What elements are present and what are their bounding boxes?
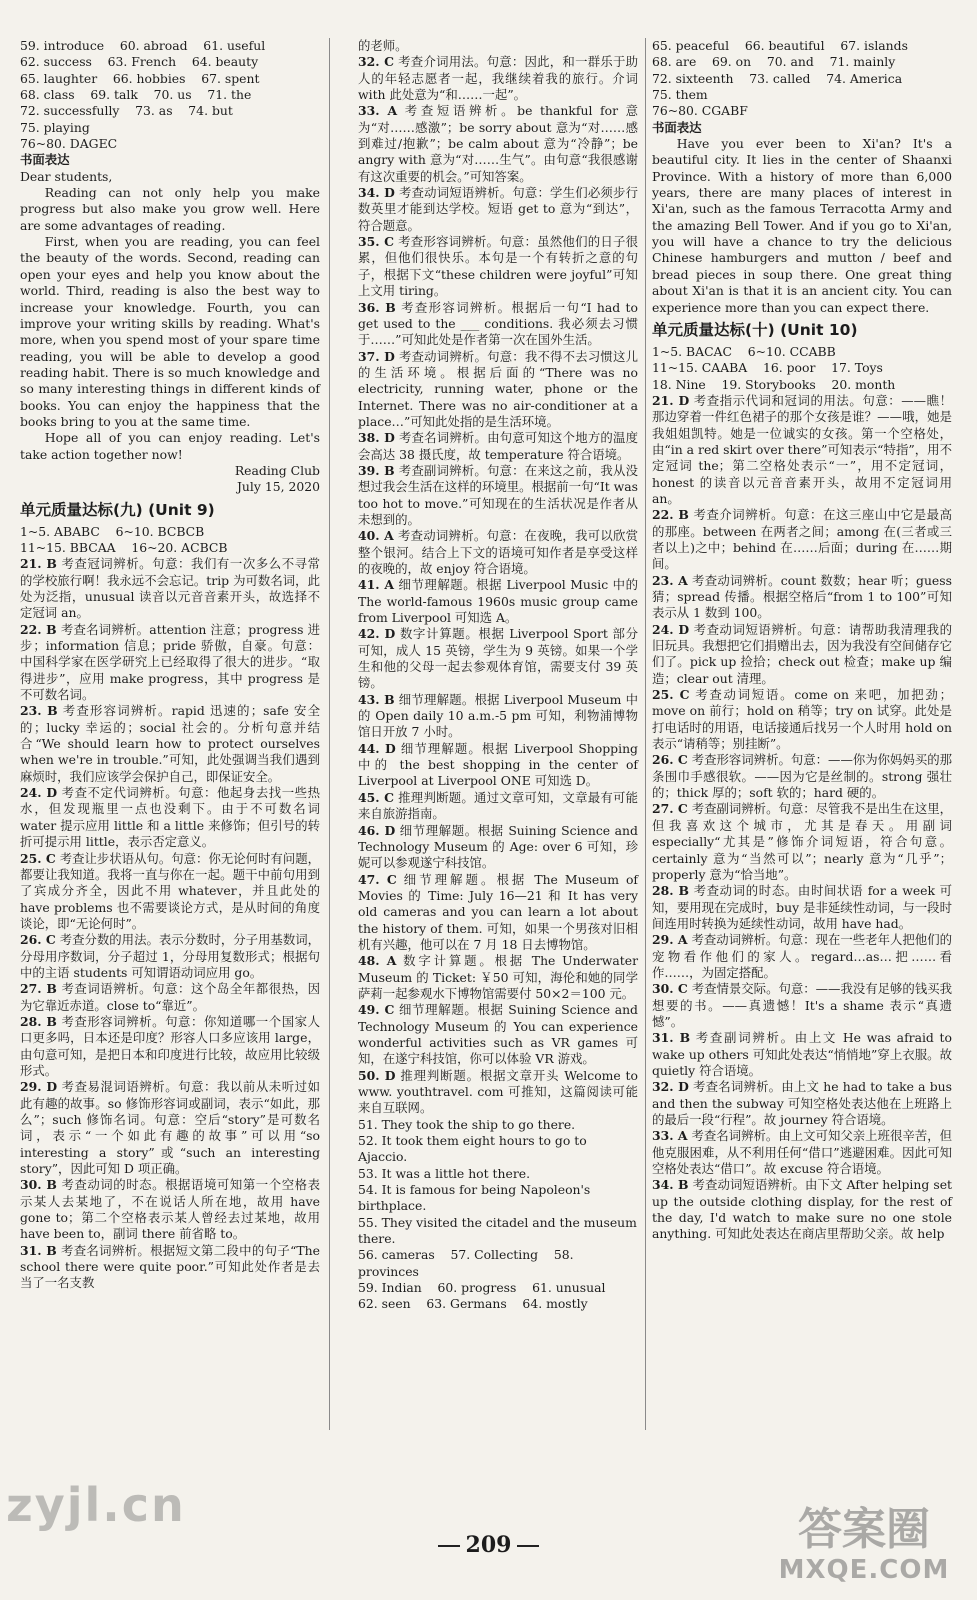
- answer-list: [20, 524, 320, 557]
- explanation-list: [20, 556, 320, 1291]
- question-number: 34. B: [652, 1177, 689, 1193]
- answer-line: 72. successfully 73. as 74. but: [20, 103, 233, 119]
- unit-title: 单元质量达标(十) (Unit 10): [652, 320, 858, 339]
- watermark-left: zyjl.cn: [6, 1478, 186, 1532]
- explanation-text: 考查指示代词和冠词的用法。句意：——瞧！那边穿着一件红色裙子的那个女孩是谁？——哦，她是我姐姐凯特。她是一位诚实的女孩。第一个空格处，由“in a red skirt over there”可知表示“特指”，用不定冠词 the；第二空格处表示“一”，用不定冠词，honest 的读音以元音音素开头，故用不定冠词用 an。: [652, 392, 952, 506]
- explanation-text: 细节理解题。根据 Suining Science and Technology Museum 的 You can experience wonderful activities such as VR games 可知，在遂宁科技馆，你可以体验 VR 游戏。: [358, 1002, 638, 1067]
- answer-line: 62. seen 63. Germans 64. mostly: [358, 1296, 588, 1312]
- explanation-text: 考查情景交际。句意：——我没有足够的钱买我想要的书。——真遗憾！It's a shame 表示“真遗憾”。: [652, 981, 953, 1029]
- explanation-text: 考查分数的用法。表示分数时，分子用基数词，分母用序数词，分子超过 1，分母用复数形式；根据句中的主语 students 可知谓语动词应用 go。: [20, 932, 321, 980]
- answer-line: 75. them: [652, 87, 708, 103]
- question-number: 33. A: [358, 103, 398, 119]
- explanation-text: 考查动词短语辨析。句意：学生们必须步行数英里才能到达学校。短语 get to 意为“到达”，符合题意。: [358, 185, 638, 233]
- explanation-item: [358, 430, 638, 463]
- explanation-item: [652, 981, 952, 1030]
- answer-line: 18. Nine 19. Storybooks 20. month: [652, 376, 896, 392]
- answer-line: 68. are 69. on 70. and 71. mainly: [652, 54, 896, 70]
- question-number: 29. A: [652, 932, 688, 948]
- question-number: 21. B: [20, 556, 57, 572]
- answer-line: 1~5. ABABC 6~10. BCBCB: [20, 523, 205, 539]
- explanation-item: [20, 556, 320, 621]
- explanation-item: [652, 507, 952, 572]
- explanation-text: 考查形容词辨析。句意：你知道哪一个国家人口更多吗，日本还是印度？形容人口多应该用 large，由句意可知，是把日本和印度进行比较，故应用比较级形式。: [20, 1013, 321, 1078]
- explanation-text: 细节理解题。根据 Liverpool Museum 中的 Open daily 10 a.m.-5 pm 可知，利物浦博物馆日开放 7 小时。: [358, 691, 638, 740]
- explanation-text: 考查形容词辨析。句意：——你为你妈妈买的那条围巾手感很软。——因为它是丝制的。strong 强壮的；thick 厚的；soft 软的；hard 硬的。: [652, 752, 953, 801]
- answer-list: [652, 38, 952, 120]
- question-number: 32. C: [358, 54, 394, 70]
- essay-paragraph: First, when you are reading, you can feel the beauty of the words. Second, reading can open your eyes and help you know about the world. Third, reading is also the best way to increase your knowledge. Fourth, you can improve your writing skills by reading. What's more, when you spend most of your spare time reading, you will be able to develop a good reading habit. There is so much knowledge and so many interesting things in different kinds of books. You can enjoy the happiness that the books bring to you at the same time.: [20, 234, 320, 429]
- explanation-text: 考查副词辨析。句意：尽管我不是出生在这里，但我喜欢这个城市，尤其是春天。用副词 especially“尤其是”修饰介词短语，符合句意。certainly 意为“当然可以”；nearly 意为“几乎”；properly 意为“恰当地”。: [652, 801, 953, 882]
- answer-line: 65. peaceful 66. beautiful 67. islands: [652, 38, 908, 53]
- explanation-item: [652, 1030, 952, 1079]
- explanation-item: [20, 981, 320, 1014]
- answer-line: 62. success 63. French 64. beauty: [20, 54, 259, 70]
- explanation-item: [358, 300, 638, 349]
- explanation-text: 考查形容词辨析。句意：虽然他们的日子很累，但他们很快乐。本句是一个有转折之意的句子，根据下文“these children were joyful”可知上文用 tiring。: [358, 234, 638, 299]
- explanation-item: [358, 741, 638, 790]
- writing-title: 书面表达: [20, 152, 70, 168]
- question-number: 37. D: [358, 348, 395, 364]
- answer-line: 55. They visited the citadel and the museum there.: [358, 1214, 641, 1247]
- question-number: 43. B: [358, 691, 395, 707]
- question-number: 24. D: [20, 785, 58, 801]
- explanation-text: 考查名词辨析。由上文 he had to take a bus and then the subway 可知空格处表达他在上班路上的最后一段“行程”。故 journey 符合语境。: [652, 1079, 952, 1127]
- question-number: 34. D: [358, 185, 395, 201]
- explanation-text: 考查动词辨析。句意：现在一些老年人把他们的宠物看作他们的家人。regard…as…把……看作……，为固定搭配。: [652, 932, 953, 980]
- question-number: 45. C: [358, 789, 394, 805]
- explanation-text: 考查名词辨析。根据短文第二段中的句子“The school there were quite poor.”可知此处作者是去当了一名支教: [20, 1242, 320, 1291]
- explanation-text: 考查动词辨析。句意：我不得不去习惯这儿的生活环境。根据后面的“There was no electricity, running water, phone or the Internet. There was no air-conditioner at a place…”可知此处指的是生活环境。: [358, 348, 638, 429]
- question-number: 30. C: [652, 981, 688, 997]
- explanation-text: 考查副词辨析。由上文 He was afraid to wake up others 可知此处表达“悄悄地”穿上衣服。故 quietly 符合语境。: [652, 1030, 952, 1078]
- explanation-text: 考查介词辨析。句意：在这三座山中它是最高的那座。between 在两者之间；among 在(三者或三者以上)之中；behind 在……后面；during 在……期间。: [652, 507, 953, 572]
- explanation-text: 考查介词用法。句意：因此，和一群乐于助人的年轻志愿者一起，我继续着我的旅行。介词 with 此处意为“和……一起”。: [358, 54, 638, 103]
- explanation-item: [20, 851, 320, 933]
- essay: [20, 185, 320, 463]
- explanation-text: 考查动词辨析。句意：在夜晚，我可以欣赏整个银河。结合上下文的语境可知作者是享受这样的夜晚的，故 enjoy 符合语境。: [358, 528, 639, 576]
- explanation-text: 考查词语辨析。句意：这个岛全年都很热，因为它靠近赤道。close to“靠近”。: [20, 981, 321, 1013]
- essay-paragraph: Have you ever been to Xi'an? It's a beautiful city. It lies in the center of Shaanxi Province. With a history of more than 6,000 years, there are many places of interest in Xi'an, such as the famous Terracotta Army and the amazing Bell Tower. And if you go to Xi'an, you will have a chance to try the delicious Chinese hamburgers and mutton / beef and bread pieces in soup there. One great thing about Xi'an is that it is an ancient city. You can experience more than you can expect there.: [652, 136, 952, 315]
- question-number: 22. B: [20, 621, 57, 637]
- explanation-item: [652, 1079, 952, 1128]
- explanation-text: 考查名词辨析。由句意可知这个地方的温度会高达 38 摄氏度，故 temperature 符合语境。: [358, 430, 638, 462]
- explanation-text: 考查不定代词辨析。句意：他起身去找一些热水，但发现瓶里一点也没剩下。由于不可数名词 water 提示应用 little 和 a little 来修饰；但引号的转折可提示用 little，表示否定意义。: [20, 785, 320, 850]
- explanation-item: [20, 932, 320, 981]
- question-number: 42. D: [358, 626, 396, 642]
- explanation-item: [358, 1068, 638, 1117]
- essay-date: July 15, 2020: [236, 479, 320, 495]
- explanation-item: [652, 883, 952, 932]
- question-number: 22. B: [652, 507, 689, 523]
- watermark-site: MXQE.COM: [778, 1555, 950, 1585]
- answer-line: 51. They took the ship to go there.: [358, 1116, 576, 1132]
- column-divider: [329, 38, 330, 1430]
- question-number: 26. C: [652, 752, 688, 768]
- page-number: [0, 1532, 977, 1558]
- answer-line: 76~80. CGABF: [652, 103, 748, 119]
- explanation-item: [358, 185, 638, 234]
- question-number: 36. B: [358, 299, 396, 315]
- answer-line: 11~15. CAABA 16. poor 17. Toys: [652, 360, 883, 376]
- explanation-text: 考查形容词辨析。根据后一句“I had to get used to the ___ conditions. 我必须去习惯于……”可知此处是作者第一次在国外生活。: [358, 299, 638, 348]
- explanation-item: [358, 872, 638, 954]
- explanation-item: [358, 790, 638, 823]
- explanation-text: 推理判断题。根据文章开头 Welcome to www. youthtravel. com 可推知，这篇阅读可能来自互联网。: [358, 1067, 638, 1116]
- answer-list: [20, 38, 320, 152]
- question-number: 49. C: [358, 1002, 395, 1018]
- explanation-item: [20, 703, 320, 785]
- column-divider: [645, 38, 646, 1430]
- answer-line: 68. class 69. talk 70. us 71. the: [20, 87, 252, 103]
- question-number: 28. B: [652, 883, 689, 899]
- explanation-item: [358, 528, 638, 577]
- explanation-item: [652, 1177, 952, 1242]
- question-number: 39. B: [358, 462, 395, 478]
- explanation-text: 考查短语辨析。be thankful for 意为“对……感激”；be sorry about 意为“对……感到难过/抱歉”；be calm about 意为“冷静”；be angry with 意为“对……生气”。由句意“我很感谢有这次重要的机会。”可知答案。: [358, 103, 638, 184]
- explanation-text: 细节理解题。根据 Suining Science and Technology Museum 的 Age: over 6 可知，珍妮可以参观遂宁科技馆。: [358, 822, 638, 871]
- answer-line: 72. sixteenth 73. called 74. America: [652, 70, 903, 86]
- answer-line: 54. It is famous for being Napoleon's birthplace.: [358, 1182, 595, 1214]
- answer-line: 56. cameras 57. Collecting 58. provinces: [358, 1247, 578, 1279]
- question-number: 23. A: [652, 572, 688, 588]
- answer-list: [358, 1116, 641, 1313]
- question-number: 41. A: [358, 577, 395, 593]
- explanation-item: [358, 626, 638, 691]
- essay-signature: Reading Club: [234, 462, 320, 478]
- explanation-item: [20, 785, 320, 850]
- question-number: 31. B: [652, 1030, 691, 1046]
- answer-line: 53. It was a little hot there.: [358, 1165, 531, 1181]
- explanation-text: 考查副词辨析。句意：在来这之前，我从没想过我会生活在这样的环境里。根据前一句“It was too hot to move.”可知现在的生活状况是作者从未想到的。: [358, 462, 638, 527]
- explanation-text: 考查动词的时态。根据语境可知第一个空格表示某人去某地了，不在说话人所在地，故用 have gone to；第二个空格表示某人曾经去过某地，故用 have been to，副词 there 前省略 to。: [20, 1177, 321, 1242]
- explanation-text: 考查冠词辨析。句意：我们有一次多么不寻常的学校旅行啊！我永远不会忘记。trip 为可数名词，此处为泛指，unusual 读音以元音音素开头，故选择不定冠词 an。: [20, 556, 321, 621]
- unit-title: 单元质量达标(九) (Unit 9): [20, 500, 215, 519]
- explanation-text: 细节理解题。根据 Liverpool Shopping 中的 the best shopping in the center of Liverpool at Liverpool ONE 可知选 D。: [358, 740, 638, 789]
- explanation-item: [358, 234, 638, 299]
- page-number-text: 209: [465, 1532, 512, 1558]
- question-number: 30. B: [20, 1177, 57, 1193]
- explanation-item: [358, 692, 638, 741]
- explanation-item: [358, 103, 638, 185]
- column-right: [652, 38, 952, 1540]
- question-number: 35. C: [358, 234, 394, 250]
- explanation-item: [652, 573, 952, 622]
- explanation-text: 考查易混词语辨析。句意：我以前从未听过如此有趣的故事。so 修饰形容词或副词，表示“如此，那么”；such 修饰名词。句意：空后“story”是可数名词，表示“一个如此有趣的故事”可以用“so interesting a story”或“such an interesting story”，因此可知 D 项正确。: [20, 1079, 320, 1177]
- explanation-item: [358, 463, 638, 528]
- explanation-text: 考查动词辨析。count 数数；hear 听；guess 猜；spread 传播。根据空格后“from 1 to 100”可知表示从 1 数到 100。: [652, 572, 952, 621]
- explanation-item: [358, 823, 638, 872]
- explanation-item: [20, 1014, 320, 1079]
- question-number: 44. D: [358, 740, 396, 756]
- explanation-item: [358, 349, 638, 431]
- explanation-item: [652, 752, 952, 801]
- question-number: 27. B: [20, 981, 57, 997]
- explanation-list: [652, 393, 952, 1243]
- answer-list: [652, 344, 952, 393]
- answer-line: 1~5. BACAC 6~10. CCABB: [652, 343, 836, 359]
- answer-line: 59. Indian 60. progress 61. unusual: [358, 1280, 606, 1296]
- question-number: 46. D: [358, 822, 396, 838]
- explanation-item: [652, 622, 952, 687]
- question-number: 32. D: [652, 1079, 689, 1095]
- question-number: 33. A: [652, 1128, 688, 1144]
- question-number: 21. D: [652, 392, 690, 408]
- explanation-text: 考查动词短语辨析。由下文 After helping set up the outside clothing display, for the rest of the day, I'd watch to make sure no one stole anything. 可知此处表达在商店里帮助父亲。故 help: [652, 1177, 953, 1242]
- explanation-text: 细节理解题。根据 Liverpool Music 中的 The world-famous 1960s music group came from Liverpool 可知选 A。: [358, 577, 638, 626]
- question-number: 40. A: [358, 528, 394, 544]
- explanation-text: 推理判断题。通过文章可知，文章最有可能来自旅游指南。: [358, 789, 638, 822]
- essay-paragraph: Hope all of you can enjoy reading. Let's take action together now!: [20, 430, 320, 462]
- question-number: 28. B: [20, 1013, 57, 1029]
- answer-line: 76~80. DAGEC: [20, 136, 118, 152]
- continued-text: 的老师。: [358, 38, 408, 53]
- column-middle: [358, 38, 641, 1540]
- question-number: 27. C: [652, 801, 688, 817]
- question-number: 47. C: [358, 871, 397, 887]
- explanation-text: 数字计算题。根据 The Underwater Museum 的 Ticket: ￥50 可知，海伦和她的同学萨莉一起参观水下博物馆需要付 50×2＝100 元。: [358, 953, 639, 1001]
- essay-paragraph: Reading can not only help you make progress but also make you grow well. Here are some advantages of reading.: [20, 185, 320, 233]
- explanation-text: 考查动词的时态。由时间状语 for a week 可知，要用现在完成时，buy 是非延续性动词，与一段时间连用时转换为延续性动词，故用 have had。: [652, 883, 952, 931]
- explanation-text: 考查名词辨析。attention 注意；progress 进步；information 信息；pride 骄傲，自豪。句意：中国科学家在医学研究上已经取得了很大的进步。“取得进步”，应用 make progress，其中 progress 是不可数名词。: [20, 621, 321, 703]
- column-left: [20, 38, 320, 1540]
- answer-line: 65. laughter 66. hobbies 67. spent: [20, 70, 260, 86]
- explanation-text: 考查动词短语。come on 来吧，加把劲；move on 前行；hold on 稍等；try on 试穿。此处是打电话时的用语，电话接通后找另一个人时用 hold on 表示“请稍等；别挂断”。: [652, 687, 952, 752]
- explanation-text: 数字计算题。根据 Liverpool Sport 部分可知，成人 15 英镑，学生为 9 英镑。如果一个学生和他的父母一起去参观体育馆，需要支付 39 英镑。: [358, 626, 638, 691]
- explanation-item: [20, 1079, 320, 1177]
- explanation-item: [358, 577, 638, 626]
- explanation-item: [652, 801, 952, 883]
- explanation-text: 细节理解题。根据 The Museum of Movies 的 Time: July 16—21 和 It has very old cameras and you can learn a lot about the history of them. 可知，如果一个男孩对旧相机有兴趣，他可以在 7 月 18 日去博物馆。: [358, 871, 639, 952]
- explanation-list: [358, 54, 638, 1116]
- question-number: 50. D: [358, 1067, 396, 1083]
- explanation-item: [358, 54, 638, 103]
- question-number: 23. B: [20, 703, 58, 719]
- explanation-text: 考查动词短语辨析。句意：请帮助我清理我的旧玩具。我想把它们捐赠出去，因为我没有空间储存它们了。pick up 捡拾；check out 检查；make up 编造；clear out 清理。: [652, 621, 952, 686]
- question-number: 48. A: [358, 953, 397, 969]
- explanation-item: [20, 622, 320, 704]
- watermark-logo-text: 答案圈: [798, 1504, 930, 1555]
- answer-line: 59. introduce 60. abroad 61. useful: [20, 38, 266, 53]
- explanation-item: [20, 1177, 320, 1242]
- question-number: 38. D: [358, 430, 395, 446]
- explanation-item: [20, 1243, 320, 1292]
- writing-title: 书面表达: [652, 119, 702, 135]
- answer-line: 52. It took them eight hours to go to Ajaccio.: [358, 1133, 591, 1165]
- answer-line: 11~15. BBCAA 16~20. ACBCB: [20, 539, 228, 555]
- question-number: 26. C: [20, 932, 56, 948]
- question-number: 24. D: [652, 621, 690, 637]
- question-number: 29. D: [20, 1079, 58, 1095]
- question-number: 25. C: [20, 850, 56, 866]
- explanation-text: 考查形容词辨析。rapid 迅速的；safe 安全的；lucky 幸运的；social 社会的。分析句意并结合“We should learn how to protect ourselves when we're in trouble.”可知，此处强调当我们遇到麻烦时，我们应该学会保护自己，即保证安全。: [20, 703, 321, 784]
- explanation-item: [358, 953, 638, 1002]
- explanation-text: 考查名词辨析。由上文可知父亲上班很辛苦，但他克服困难，从不利用任何“借口”逃避困难。因此可知空格处表达“借口”。故 excuse 符合语境。: [652, 1128, 953, 1177]
- question-number: 25. C: [652, 687, 690, 703]
- explanation-item: [652, 1128, 952, 1177]
- explanation-item: [652, 393, 952, 507]
- answer-line: 75. playing: [20, 119, 90, 135]
- explanation-text: 考查让步状语从句。句意：你无论何时有问题，都要让我知道。我将一直与你在一起。题干中前句用到了宾成分齐全，因此不用 whatever，并且此处的 have problems 也不需要谈论方式，是从时间的角度谈论，即“无论何时”。: [20, 850, 321, 931]
- explanation-item: [358, 1002, 638, 1067]
- question-number: 31. B: [20, 1242, 57, 1258]
- essay-greeting: Dear students,: [20, 168, 113, 184]
- explanation-item: [652, 932, 952, 981]
- explanation-item: [652, 687, 952, 752]
